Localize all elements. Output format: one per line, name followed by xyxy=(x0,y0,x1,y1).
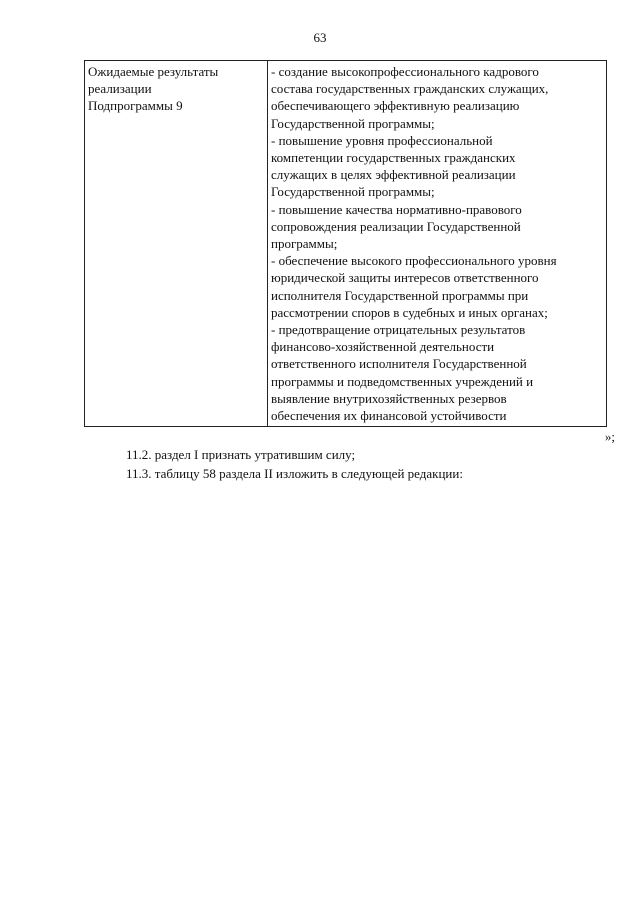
content-line: рассмотрении споров в судебных и иных органах; xyxy=(271,304,548,320)
content-line: финансово-хозяйственной деятельности xyxy=(271,339,495,355)
label-line: Ожидаемые результаты xyxy=(88,64,219,79)
content-line: - предотвращение отрицательных результатов xyxy=(271,322,526,338)
row-content-cell xyxy=(268,61,607,427)
label-line: Подпрограммы 9 xyxy=(88,98,183,114)
results-table xyxy=(84,60,607,427)
content-line: - создание высокопрофессионального кадрового xyxy=(271,64,539,79)
content-line: обеспечивающего эффективную реализацию xyxy=(271,98,520,114)
closing-quote: »; xyxy=(604,429,615,444)
content-line: сопровождения реализации Государственной xyxy=(271,218,521,234)
content-line: - обеспечение высокого профессионального уровня xyxy=(271,253,557,269)
content-line: Государственной программы; xyxy=(271,184,435,200)
content-line: выявление внутрихозяйственных резервов xyxy=(271,390,507,406)
content-line: программы; xyxy=(271,236,338,252)
content-line: компетенции государственных гражданских xyxy=(271,150,516,166)
paragraph-11-2: 11.2. раздел I признать утратившим силу; xyxy=(126,447,356,462)
content-line: состава государственных гражданских служащих, xyxy=(271,81,549,97)
content-line: служащих в целях эффективной реализации xyxy=(271,167,516,183)
page-number: 63 xyxy=(313,30,327,45)
content-line: программы и подведомственных учреждений и xyxy=(271,373,534,389)
content-line: - повышение уровня профессиональной xyxy=(271,132,493,148)
content-line: - повышение качества нормативно-правового xyxy=(271,201,522,217)
content-line: юридической защиты интересов ответственного xyxy=(271,270,539,286)
label-line: реализации xyxy=(88,81,152,97)
paragraph-11-3: 11.3. таблицу 58 раздела II изложить в следующей редакции: xyxy=(126,466,463,481)
content-line: исполнителя Государственной программы при xyxy=(271,287,529,303)
content-line: Государственной программы; xyxy=(271,115,435,131)
table-row xyxy=(85,61,607,427)
row-label-cell xyxy=(85,61,268,427)
content-line: обеспечения их финансовой устойчивости xyxy=(271,408,507,424)
content-line: ответственного исполнителя Государственной xyxy=(271,356,527,372)
